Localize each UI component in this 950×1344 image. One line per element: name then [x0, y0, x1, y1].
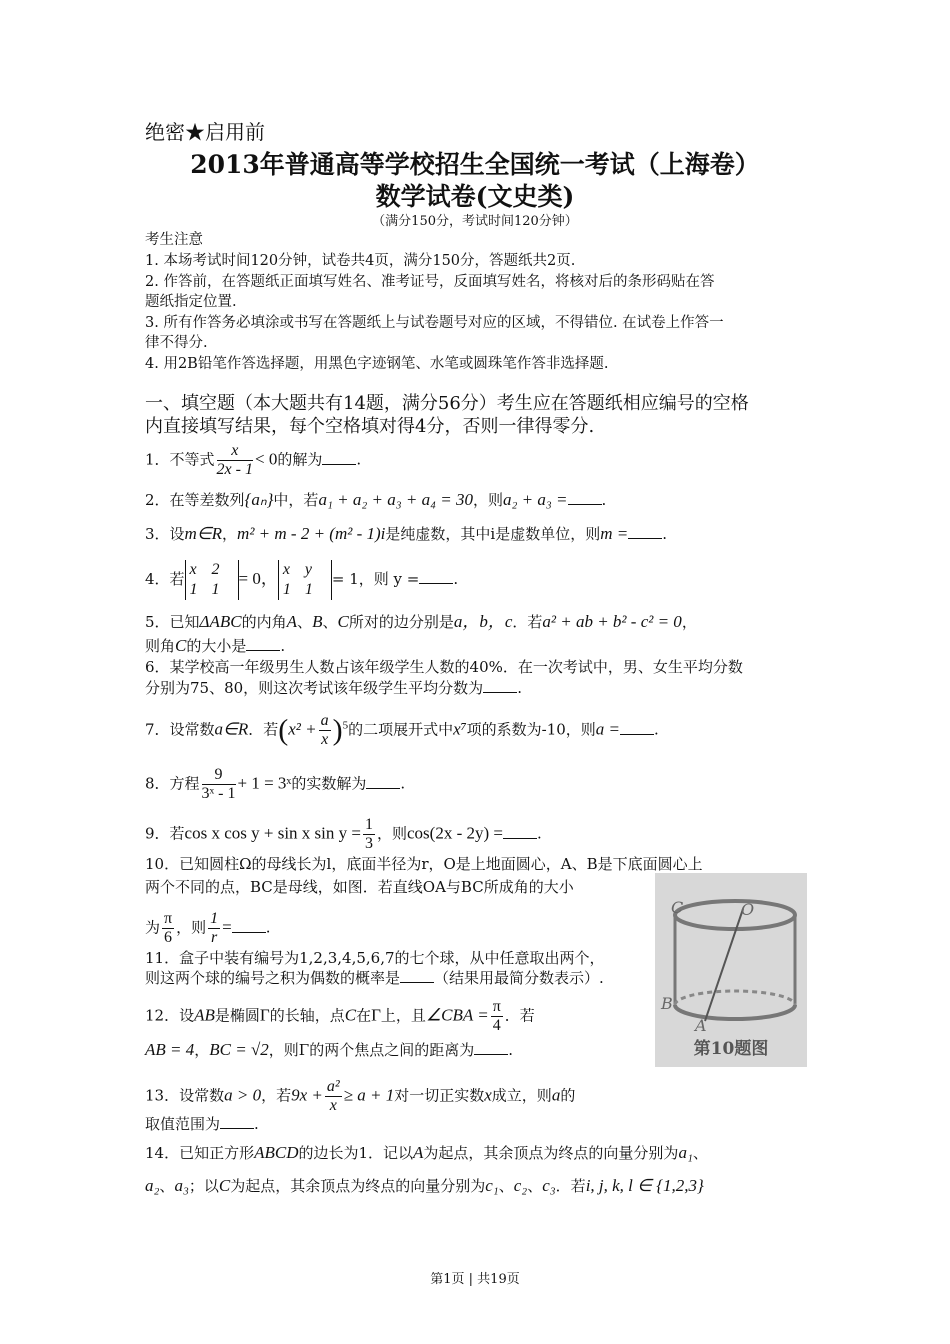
- question-13: 13．设常数a > 0，若9x + $\frac{\text{a²}}{x}$ ≥ a + 1对一切正实数x成立，则a的: [145, 1078, 576, 1114]
- cylinder-drawing: [655, 873, 807, 1033]
- question-6: 6．某学校高一年级男生人数占该年级学生人数的40%．在一次考试中，男、女生平均分数: [145, 658, 743, 676]
- answer-blank[interactable]: [474, 1040, 508, 1055]
- answer-blank[interactable]: [503, 824, 537, 839]
- question-9: 9．若cos x cos y + sin x sin y = $\frac{1}{3}$ ，则cos(2x - 2y) = .: [145, 816, 542, 852]
- question-10: 10．已知圆柱Ω的母线长为l，底面半径为r，O是上地面圆心，A、B是下底面圆心上: [145, 855, 703, 873]
- question-10-cont: 两个不同的点，BC是母线，如图．若直线OA与BC所成角的大小: [145, 878, 574, 896]
- page-footer: 第1页 | 共19页: [430, 1272, 520, 1287]
- svg-text:A: A: [695, 1016, 707, 1033]
- answer-blank[interactable]: [419, 569, 453, 584]
- determinant: x 2 1 1: [185, 560, 239, 600]
- question-12-cont: AB = 4，BC = √2，则Γ的两个焦点之间的距离为 .: [145, 1040, 513, 1059]
- answer-blank[interactable]: [220, 1114, 254, 1129]
- question-14-cont: a₂、a₃；以C为起点，其余顶点为终点的向量分别为c₁、c₂、c₃．若i, j, k, l ∈ {1,2,3}: [145, 1176, 704, 1195]
- secret-label: 绝密★启用前: [145, 120, 265, 144]
- section-heading-cont: 内直接填写结果，每个空格填对得4分，否则一律得零分.: [145, 416, 595, 437]
- answer-blank[interactable]: [232, 918, 266, 933]
- section-heading: 一、填空题（本大题共有14题，满分56分）考生应在答题纸相应编号的空格: [145, 393, 749, 414]
- answer-blank[interactable]: [246, 636, 280, 651]
- answer-blank[interactable]: [568, 490, 602, 505]
- exam-title: 2013年普通高等学校招生全国统一考试（上海卷）: [190, 150, 760, 179]
- note-item: 2. 作答前，在答题纸正面填写姓名、准考证号，反面填写姓名，将核对后的条形码贴在答: [145, 274, 715, 290]
- note-item: 1. 本场考试时间120分钟，试卷共4页，满分150分，答题纸共2页.: [145, 253, 576, 269]
- question-11: 11．盒子中装有编号为1,2,3,4,5,6,7的七个球，从中任意取出两个，: [145, 949, 605, 967]
- question-6-cont: 分别为75、80，则这次考试该年级学生平均分数为 .: [145, 679, 522, 697]
- question-11-cont: 则这两个球的编号之积为偶数的概率是 （结果用最简分数表示）.: [145, 969, 604, 987]
- determinant: x y 1 1: [278, 560, 332, 600]
- exam-subtitle: 数学试卷(文史类): [375, 182, 575, 211]
- question-1: 1．不等式 $\frac{x}{2x - 1}$ < 0的解为 .: [145, 442, 362, 478]
- note-item: 律不得分.: [145, 335, 208, 351]
- question-5: 5．已知ΔABC的内角A、B、C所对的边分别是a，b，c．若a² + ab + b² - c² = 0，: [145, 612, 697, 631]
- answer-blank[interactable]: [628, 524, 662, 539]
- question-12: 12．设AB是椭圆Γ的长轴，点C在Γ上，且∠CBA = $\frac{\pi}{4}$ ．若: [145, 998, 535, 1034]
- exam-info: （满分150分，考试时间120分钟）: [372, 214, 578, 229]
- svg-text:B: B: [661, 994, 673, 1013]
- cylinder-figure: [655, 873, 807, 1067]
- question-7: 7．设常数a∈R．若(x² + $\frac{a}{x}$ )$^5$的二项展开式中x⁷项的系数为-10，则a = .: [145, 712, 659, 748]
- question-14: 14．已知正方形ABCD的边长为1．记以A为起点，其余顶点为终点的向量分别为a₁、: [145, 1143, 708, 1162]
- notes-heading: 考生注意: [145, 232, 203, 248]
- question-5-cont: 则角C的大小是 .: [145, 636, 286, 655]
- note-item: 4. 用2B铅笔作答选择题，用黑色字迹钢笔、水笔或圆珠笔作答非选择题.: [145, 356, 609, 372]
- note-item: 题纸指定位置.: [145, 294, 237, 310]
- answer-blank[interactable]: [366, 774, 400, 789]
- question-2: 2．在等差数列{aₙ}中，若a₁ + a₂ + a₃ + a₄ = 30，则a₂ + a₃ = .: [145, 490, 607, 509]
- question-3: 3．设m∈R，m² + m - 2 + (m² - 1)i是纯虚数，其中i是虚数单位，则m = .: [145, 524, 667, 543]
- question-13-cont: 取值范围为 .: [145, 1115, 259, 1133]
- svg-text:C: C: [671, 898, 684, 917]
- question-4: 4．若x 2 1 1= 0， x y 1 1= 1，则 y = .: [145, 561, 459, 598]
- answer-blank[interactable]: [322, 450, 356, 465]
- note-item: 3. 所有作答务必填涂或书写在答题纸上与试卷题号对应的区域，不得错位. 在试卷上作答一: [145, 315, 724, 331]
- question-10-cont2: 为 $\frac{\pi}{6}$ ，则 $\frac{1}{r}$ = .: [145, 910, 271, 946]
- answer-blank[interactable]: [483, 678, 517, 693]
- svg-text:O: O: [741, 900, 755, 919]
- figure-caption: 第10题图: [693, 1039, 769, 1059]
- answer-blank[interactable]: [620, 720, 654, 735]
- question-8: 8．方程 $\frac{9}{\text{3ˣ - 1}}$ + 1 = 3ˣ的实数解为 .: [145, 766, 406, 802]
- answer-blank[interactable]: [400, 968, 434, 983]
